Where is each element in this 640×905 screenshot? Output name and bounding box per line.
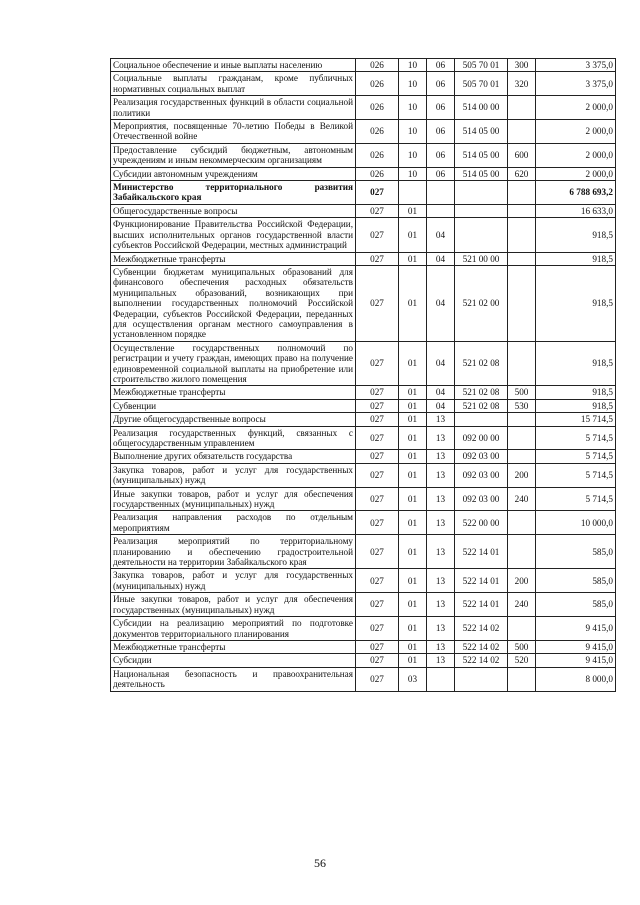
ministry-code: 026 [356, 120, 399, 144]
table-row [111, 654, 616, 667]
expense-type-code: 240 [508, 593, 536, 617]
target-article-code: 092 03 00 [455, 487, 508, 511]
amount-value: 918,5 [536, 399, 616, 412]
expense-type-code: 520 [508, 654, 536, 667]
expense-type-code: 600 [508, 143, 536, 167]
table-row [111, 463, 616, 487]
budget-table-body [111, 59, 616, 692]
subsection-code: 04 [427, 265, 455, 341]
subsection-code: 13 [427, 593, 455, 617]
line-item-name: Закупка товаров, работ и услуг для государственных (муниципальных) нужд [111, 463, 356, 487]
ministry-code: 026 [356, 96, 399, 120]
line-item-name: Межбюджетные трансферты [111, 252, 356, 265]
subsection-code: 13 [427, 463, 455, 487]
target-article-code [455, 204, 508, 217]
table-row [111, 617, 616, 641]
amount-value: 918,5 [536, 218, 616, 252]
line-item-name: Реализация направления расходов по отдельным мероприятиям [111, 511, 356, 535]
table-row [111, 265, 616, 341]
target-article-code [455, 667, 508, 691]
subsection-code: 04 [427, 399, 455, 412]
section-code: 01 [399, 487, 427, 511]
amount-value: 2 000,0 [536, 143, 616, 167]
table-row [111, 399, 616, 412]
section-code: 01 [399, 569, 427, 593]
expense-type-code: 200 [508, 569, 536, 593]
expense-type-code [508, 181, 536, 205]
section-code: 01 [399, 450, 427, 463]
amount-value: 9 415,0 [536, 617, 616, 641]
ministry-code: 027 [356, 593, 399, 617]
target-article-code: 514 05 00 [455, 167, 508, 180]
section-code: 10 [399, 96, 427, 120]
amount-value: 5 714,5 [536, 450, 616, 463]
table-row [111, 120, 616, 144]
line-item-name: Реализация государственных функций в области социальной политики [111, 96, 356, 120]
subsection-code: 13 [427, 450, 455, 463]
line-item-name: Закупка товаров, работ и услуг для государственных (муниципальных) нужд [111, 569, 356, 593]
table-row [111, 487, 616, 511]
table-row [111, 96, 616, 120]
subsection-code: 04 [427, 341, 455, 386]
target-article-code: 522 14 02 [455, 640, 508, 653]
line-item-name: Предоставление субсидий бюджетным, автономным учреждениям и иным некоммерческим организациям [111, 143, 356, 167]
budget-table [110, 58, 616, 692]
line-item-name: Реализация государственных функций, связанных с общегосударственным управлением [111, 426, 356, 450]
line-item-name: Мероприятия, посвященные 70-летию Победы в Великой Отечественной войне [111, 120, 356, 144]
target-article-code: 092 00 00 [455, 426, 508, 450]
section-code: 01 [399, 386, 427, 399]
line-item-name: Иные закупки товаров, работ и услуг для обеспечения государственных (муниципальных) нужд [111, 593, 356, 617]
table-row [111, 667, 616, 691]
table-row [111, 413, 616, 426]
ministry-code: 027 [356, 341, 399, 386]
section-code: 01 [399, 640, 427, 653]
amount-value: 918,5 [536, 252, 616, 265]
expense-type-code [508, 120, 536, 144]
subsection-code: 06 [427, 59, 455, 72]
expense-type-code [508, 511, 536, 535]
table-row [111, 450, 616, 463]
line-item-name: Межбюджетные трансферты [111, 386, 356, 399]
line-item-name: Межбюджетные трансферты [111, 640, 356, 653]
subsection-code: 06 [427, 143, 455, 167]
table-row [111, 511, 616, 535]
subsection-code [427, 181, 455, 205]
amount-value: 5 714,5 [536, 463, 616, 487]
line-item-name: Реализация мероприятий по территориальному планированию и обеспечению градостроительной деятельности на территории Забайкальского края [111, 535, 356, 569]
section-code: 01 [399, 341, 427, 386]
ministry-code: 027 [356, 640, 399, 653]
ministry-code: 027 [356, 386, 399, 399]
target-article-code: 522 14 01 [455, 593, 508, 617]
amount-value: 918,5 [536, 386, 616, 399]
amount-value: 585,0 [536, 569, 616, 593]
section-code: 01 [399, 265, 427, 341]
line-item-name: Социальное обеспечение и иные выплаты населению [111, 59, 356, 72]
section-code: 01 [399, 204, 427, 217]
expense-type-code: 200 [508, 463, 536, 487]
table-row [111, 593, 616, 617]
amount-value: 9 415,0 [536, 640, 616, 653]
section-code: 01 [399, 511, 427, 535]
amount-value: 8 000,0 [536, 667, 616, 691]
expense-type-code: 300 [508, 59, 536, 72]
subsection-code: 13 [427, 617, 455, 641]
ministry-code: 026 [356, 143, 399, 167]
line-item-name: Социальные выплаты гражданам, кроме публичных нормативных социальных выплат [111, 72, 356, 96]
amount-value: 3 375,0 [536, 59, 616, 72]
expense-type-code [508, 426, 536, 450]
line-item-name: Министерство территориального развития Забайкальского края [111, 181, 356, 205]
amount-value: 10 000,0 [536, 511, 616, 535]
section-code: 01 [399, 413, 427, 426]
table-row [111, 72, 616, 96]
amount-value: 9 415,0 [536, 654, 616, 667]
section-code: 10 [399, 167, 427, 180]
expense-type-code [508, 252, 536, 265]
line-item-name: Другие общегосударственные вопросы [111, 413, 356, 426]
ministry-code: 027 [356, 463, 399, 487]
ministry-code: 027 [356, 450, 399, 463]
amount-value: 3 375,0 [536, 72, 616, 96]
amount-value: 2 000,0 [536, 167, 616, 180]
ministry-code: 026 [356, 167, 399, 180]
subsection-code: 06 [427, 72, 455, 96]
expense-type-code [508, 341, 536, 386]
ministry-code: 027 [356, 511, 399, 535]
section-code: 01 [399, 654, 427, 667]
page-number: 56 [314, 856, 326, 870]
expense-type-code [508, 413, 536, 426]
section-code: 10 [399, 120, 427, 144]
budget-table-sheet [110, 58, 615, 692]
ministry-code: 027 [356, 181, 399, 205]
expense-type-code: 500 [508, 386, 536, 399]
table-row [111, 167, 616, 180]
expense-type-code: 620 [508, 167, 536, 180]
amount-value: 2 000,0 [536, 96, 616, 120]
subsection-code: 04 [427, 218, 455, 252]
subsection-code: 13 [427, 654, 455, 667]
subsection-code: 04 [427, 386, 455, 399]
subsection-code: 06 [427, 167, 455, 180]
section-code: 03 [399, 667, 427, 691]
table-row [111, 386, 616, 399]
expense-type-code [508, 96, 536, 120]
ministry-code: 027 [356, 204, 399, 217]
line-item-name: Национальная безопасность и правоохранительная деятельность [111, 667, 356, 691]
section-code: 01 [399, 252, 427, 265]
expense-type-code: 530 [508, 399, 536, 412]
ministry-code: 027 [356, 617, 399, 641]
target-article-code: 522 14 01 [455, 535, 508, 569]
amount-value: 5 714,5 [536, 487, 616, 511]
target-article-code: 522 14 02 [455, 654, 508, 667]
table-row [111, 640, 616, 653]
expense-type-code: 320 [508, 72, 536, 96]
target-article-code: 521 02 08 [455, 386, 508, 399]
ministry-code: 027 [356, 413, 399, 426]
subsection-code: 06 [427, 120, 455, 144]
subsection-code: 13 [427, 487, 455, 511]
section-code: 01 [399, 218, 427, 252]
section-code: 01 [399, 535, 427, 569]
table-row [111, 204, 616, 217]
table-row [111, 218, 616, 252]
table-row [111, 59, 616, 72]
expense-type-code [508, 218, 536, 252]
ministry-code: 026 [356, 59, 399, 72]
amount-value: 15 714,5 [536, 413, 616, 426]
expense-type-code [508, 204, 536, 217]
target-article-code: 505 70 01 [455, 72, 508, 96]
ministry-code: 027 [356, 569, 399, 593]
ministry-code: 027 [356, 265, 399, 341]
expense-type-code: 500 [508, 640, 536, 653]
ministry-code: 027 [356, 399, 399, 412]
subsection-code [427, 667, 455, 691]
line-item-name: Субвенции бюджетам муниципальных образований для финансового обеспечения расходных обязательств муниципальных образований, возникающих при выполнении государственных полномочий Российской Федерации, субъектов Российской Федерации, переданных для осуществления органам местного самоуправления в установленном порядке [111, 265, 356, 341]
line-item-name: Субсидии [111, 654, 356, 667]
table-row [111, 426, 616, 450]
subsection-code: 06 [427, 96, 455, 120]
expense-type-code: 240 [508, 487, 536, 511]
section-code: 01 [399, 617, 427, 641]
target-article-code: 522 00 00 [455, 511, 508, 535]
section-code: 01 [399, 463, 427, 487]
expense-type-code [508, 667, 536, 691]
ministry-code: 027 [356, 487, 399, 511]
table-row [111, 535, 616, 569]
section-code [399, 181, 427, 205]
section-code: 10 [399, 59, 427, 72]
section-code: 10 [399, 143, 427, 167]
amount-value: 585,0 [536, 593, 616, 617]
target-article-code: 092 03 00 [455, 450, 508, 463]
expense-type-code [508, 265, 536, 341]
ministry-code: 027 [356, 535, 399, 569]
table-row [111, 143, 616, 167]
subsection-code: 04 [427, 252, 455, 265]
target-article-code: 514 05 00 [455, 120, 508, 144]
line-item-name: Иные закупки товаров, работ и услуг для обеспечения государственных (муниципальных) нужд [111, 487, 356, 511]
ministry-code: 027 [356, 426, 399, 450]
section-code: 10 [399, 72, 427, 96]
line-item-name: Субсидии на реализацию мероприятий по подготовке документов территориального планирования [111, 617, 356, 641]
amount-value: 5 714,5 [536, 426, 616, 450]
subsection-code: 13 [427, 511, 455, 535]
amount-value: 16 633,0 [536, 204, 616, 217]
target-article-code [455, 218, 508, 252]
section-code: 01 [399, 399, 427, 412]
section-code: 01 [399, 593, 427, 617]
line-item-name: Осуществление государственных полномочий по регистрации и учету граждан, имеющих право на получение единовременной социальной выплаты на приобретение или строительство жилого помещения [111, 341, 356, 386]
target-article-code: 514 00 00 [455, 96, 508, 120]
ministry-code: 027 [356, 252, 399, 265]
expense-type-code [508, 617, 536, 641]
line-item-name: Общегосударственные вопросы [111, 204, 356, 217]
expense-type-code [508, 535, 536, 569]
target-article-code: 092 03 00 [455, 463, 508, 487]
subsection-code [427, 204, 455, 217]
target-article-code: 505 70 01 [455, 59, 508, 72]
line-item-name: Субсидии автономным учреждениям [111, 167, 356, 180]
target-article-code: 521 02 08 [455, 399, 508, 412]
amount-value: 918,5 [536, 341, 616, 386]
section-code: 01 [399, 426, 427, 450]
ministry-code: 026 [356, 72, 399, 96]
target-article-code: 522 14 01 [455, 569, 508, 593]
table-row [111, 252, 616, 265]
amount-value: 585,0 [536, 535, 616, 569]
table-row [111, 341, 616, 386]
line-item-name: Выполнение других обязательств государства [111, 450, 356, 463]
subsection-code: 13 [427, 569, 455, 593]
amount-value: 918,5 [536, 265, 616, 341]
target-article-code: 521 02 08 [455, 341, 508, 386]
ministry-code: 027 [356, 218, 399, 252]
target-article-code [455, 413, 508, 426]
expense-type-code [508, 450, 536, 463]
subsection-code: 13 [427, 640, 455, 653]
subsection-code: 13 [427, 426, 455, 450]
target-article-code: 521 00 00 [455, 252, 508, 265]
subsection-code: 13 [427, 413, 455, 426]
table-row [111, 569, 616, 593]
line-item-name: Субвенции [111, 399, 356, 412]
target-article-code: 514 05 00 [455, 143, 508, 167]
target-article-code: 521 02 00 [455, 265, 508, 341]
ministry-code: 027 [356, 667, 399, 691]
ministry-code: 027 [356, 654, 399, 667]
line-item-name: Функционирование Правительства Российской Федерации, высших исполнительных органов государственной власти субъектов Российской Федерации, местных администраций [111, 218, 356, 252]
target-article-code [455, 181, 508, 205]
table-row [111, 181, 616, 205]
target-article-code: 522 14 02 [455, 617, 508, 641]
subsection-code: 13 [427, 535, 455, 569]
amount-value: 2 000,0 [536, 120, 616, 144]
amount-value: 6 788 693,2 [536, 181, 616, 205]
